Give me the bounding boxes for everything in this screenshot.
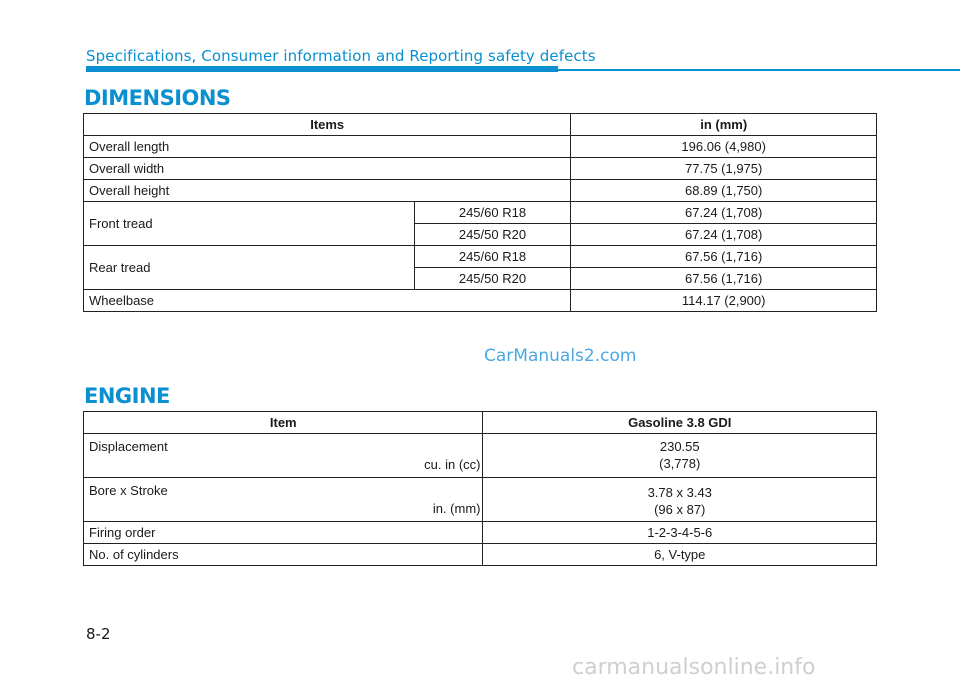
dimensions-table — [83, 113, 877, 312]
row-unit: in. (mm) — [432, 501, 481, 516]
dimensions-title: DIMENSIONS — [84, 86, 231, 110]
row-value: 1-2-3-4-5-6 — [483, 522, 877, 544]
row-label: Firing order — [84, 522, 483, 544]
tire-size: 245/60 R18 — [414, 246, 571, 268]
row-value-metric: (3,778) — [659, 456, 701, 471]
table-row — [84, 434, 877, 478]
tire-size: 245/50 R20 — [414, 268, 571, 290]
row-label-cell — [84, 478, 483, 522]
row-value: 3.78 x 3.43 — [647, 485, 712, 500]
row-value: 67.24 (1,708) — [571, 202, 877, 224]
row-value: 67.56 (1,716) — [571, 246, 877, 268]
watermark-site: carmanualsonline.info — [572, 655, 816, 680]
table-row — [84, 180, 877, 202]
row-value-cell — [483, 478, 877, 522]
row-label: Bore x Stroke — [89, 483, 168, 498]
column-header-units: in (mm) — [571, 114, 877, 136]
table-row — [84, 136, 877, 158]
row-label: Rear tread — [84, 246, 415, 290]
row-value: 114.17 (2,900) — [571, 290, 877, 312]
column-header-item: Item — [84, 412, 483, 434]
row-label: No. of cylinders — [84, 544, 483, 566]
table-row — [84, 246, 877, 268]
row-label-cell — [84, 434, 483, 478]
table-row — [84, 478, 877, 522]
row-value: 67.24 (1,708) — [571, 224, 877, 246]
row-value-metric: (96 x 87) — [654, 502, 706, 517]
header-accent-bar — [86, 66, 558, 72]
row-label: Overall length — [84, 136, 571, 158]
watermark-link[interactable]: CarManuals2.com — [484, 346, 637, 366]
row-label: Overall height — [84, 180, 571, 202]
table-row — [84, 290, 877, 312]
engine-table — [83, 411, 877, 566]
column-header-engine: Gasoline 3.8 GDI — [483, 412, 877, 434]
row-value: 230.55 — [659, 439, 700, 454]
table-row — [84, 544, 877, 566]
row-value: 67.56 (1,716) — [571, 268, 877, 290]
table-row — [84, 202, 877, 224]
table-row — [84, 522, 877, 544]
row-label: Displacement — [89, 439, 168, 454]
table-row — [84, 158, 877, 180]
row-value: 6, V-type — [483, 544, 877, 566]
section-header-title: Specifications, Consumer information and Reporting safety defects — [86, 47, 596, 65]
row-value: 196.06 (4,980) — [571, 136, 877, 158]
row-unit: cu. in (cc) — [424, 457, 481, 472]
table-header-row — [84, 114, 877, 136]
row-label: Wheelbase — [84, 290, 571, 312]
column-header-items: Items — [84, 114, 571, 136]
tire-size: 245/50 R20 — [414, 224, 571, 246]
row-label: Front tread — [84, 202, 415, 246]
row-value-cell — [483, 434, 877, 478]
row-value: 77.75 (1,975) — [571, 158, 877, 180]
engine-title: ENGINE — [84, 384, 170, 408]
page-number: 8-2 — [86, 625, 111, 643]
table-header-row — [84, 412, 877, 434]
row-label: Overall width — [84, 158, 571, 180]
tire-size: 245/60 R18 — [414, 202, 571, 224]
header-rule-line — [558, 69, 960, 71]
row-value: 68.89 (1,750) — [571, 180, 877, 202]
